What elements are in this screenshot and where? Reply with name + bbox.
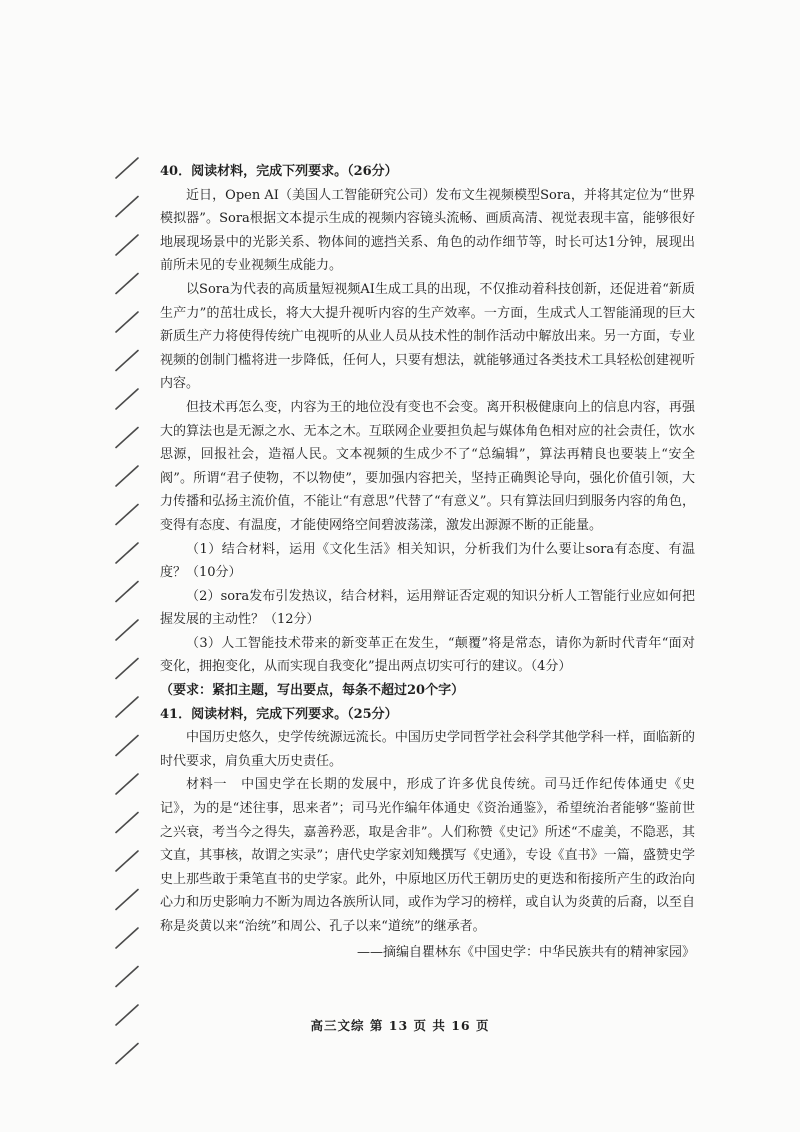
q40-sub-question-2: （2）sora发布引发热议，结合材料，运用辩证否定观的知识分析人工智能行业应如何把握发展的主动性？（12分） [160,588,695,628]
binding-tick [116,312,138,332]
q40-sub-question-1: （1）结合材料，运用《文化生活》相关知识，分析我们为什么要让sora有态度、有温度？（10分） [160,541,695,581]
binding-tick-marks [112,150,142,1100]
binding-tick [116,466,138,486]
q40-paragraph-3: 但技术再怎么变，内容为王的地位没有变也不会变。离开积极健康向上的信息内容，再强大的算法也是无源之水、无本之木。互联网企业要担负起与媒体角色相对应的社会责任，饮水思源，回报社会，造福人民。文本视频的生成少不了“总编辑”，算法再精良也要装上“安全阀”。所谓“君子使物，不以物使”，要加强内容把关，坚持正确舆论导向，强化价值引领，大力传播和弘扬主流价值，不能让“有意思”代替了“有意义”。只有算法回归到服务内容的角色，变得有态度、有温度，才能使网络空间碧波荡漾，激发出源源不断的正能量。 [160,399,695,533]
binding-tick [116,890,138,910]
binding-tick [116,351,138,371]
page-footer: 高三文综 第 13 页 共 16 页 [310,1018,490,1033]
q41-heading: 41．阅读材料，完成下列要求。（25分） [160,706,398,722]
binding-tick [116,505,138,525]
binding-tick [116,389,138,409]
binding-tick [116,659,138,679]
binding-tick [116,813,138,833]
binding-tick [116,158,138,178]
q41-material-1: 材料一 中国史学在长期的发展中，形成了许多优良传统。司马迁作纪传体通史《史记》，为的是“述往事，思来者”；司马光作编年体通史《资治通鉴》，希望统治者能够“鉴前世之兴衰，考当今之得失，嘉善矜恶，取是舍非”。人们称赞《史记》所述“不虚美，不隐恶，其文直，其事核，故谓之实录”；唐代史学家刘知幾撰写《史通》，专设《直书》一篇，盛赞史学史上那些敢于秉笔直书的史学家。此外，中原地区历代王朝历史的更迭和衔接所产生的政治向心力和历史影响力不断为周边各族所认同，或作为学习的榜样，或自认为炎黄的后裔，以至自称是炎黄以来“治统”和周公、孔子以来“道统”的继承者。 [160,777,695,934]
binding-tick [116,235,138,255]
binding-tick [116,928,138,948]
binding-tick [116,274,138,294]
q40-paragraph-1: 近日，Open AI（美国人工智能研究公司）发布文生视频模型Sora，并将其定位为“世界模拟器”。Sora根据文本提示生成的视频内容镜头流畅、画质高清、视觉表现丰富，能够很好地展现场景中的光影关系、物体间的遮挡关系、角色的动作细节等，时长可达1分钟，展现出前所未见的专业视频生成能力。 [160,187,695,274]
binding-tick [116,428,138,448]
binding-tick [116,620,138,640]
q41-material-source: ——摘编自瞿林东《中国史学：中华民族共有的精神家园》 [356,944,695,960]
q40-requirement: （要求：紧扣主题，写出要点，每条不超过20个字） [160,683,465,699]
binding-tick [116,197,138,217]
q41-intro: 中国历史悠久，史学传统源远流长。中国历史学同哲学社会科学其他学科一样，面临新的时代要求，肩负重大历史责任。 [160,730,695,769]
q40-heading: 40．阅读材料，完成下列要求。（26分） [160,164,398,179]
binding-tick [116,1044,138,1064]
question-content [160,160,695,964]
binding-tick [116,851,138,871]
q40-sub-question-3: （3）人工智能技术带来的新变革正在发生，“颠覆”将是常态，请你为新时代青年“面对变化，拥抱变化，从而实现自我变化”提出两点切实可行的建议。（4分） [160,635,695,675]
binding-tick [116,774,138,794]
binding-tick [116,967,138,987]
binding-tick [116,736,138,756]
binding-tick [116,543,138,563]
binding-tick [116,697,138,717]
q40-paragraph-2: 以Sora为代表的高质量短视频AI生成工具的出现，不仅推动着科技创新，还促进着“新质生产力”的茁壮成长，将大大提升视听内容的生产效率。一方面，生成式人工智能涌现的巨大新质生产力将使得传统广电视听的从业人员从技术性的制作活动中解放出来。另一方面，专业视频的创制门槛将进一步降低，任何人，只要有想法，就能够通过各类技术工具轻松创建视听内容。 [160,281,695,392]
binding-tick [116,582,138,602]
